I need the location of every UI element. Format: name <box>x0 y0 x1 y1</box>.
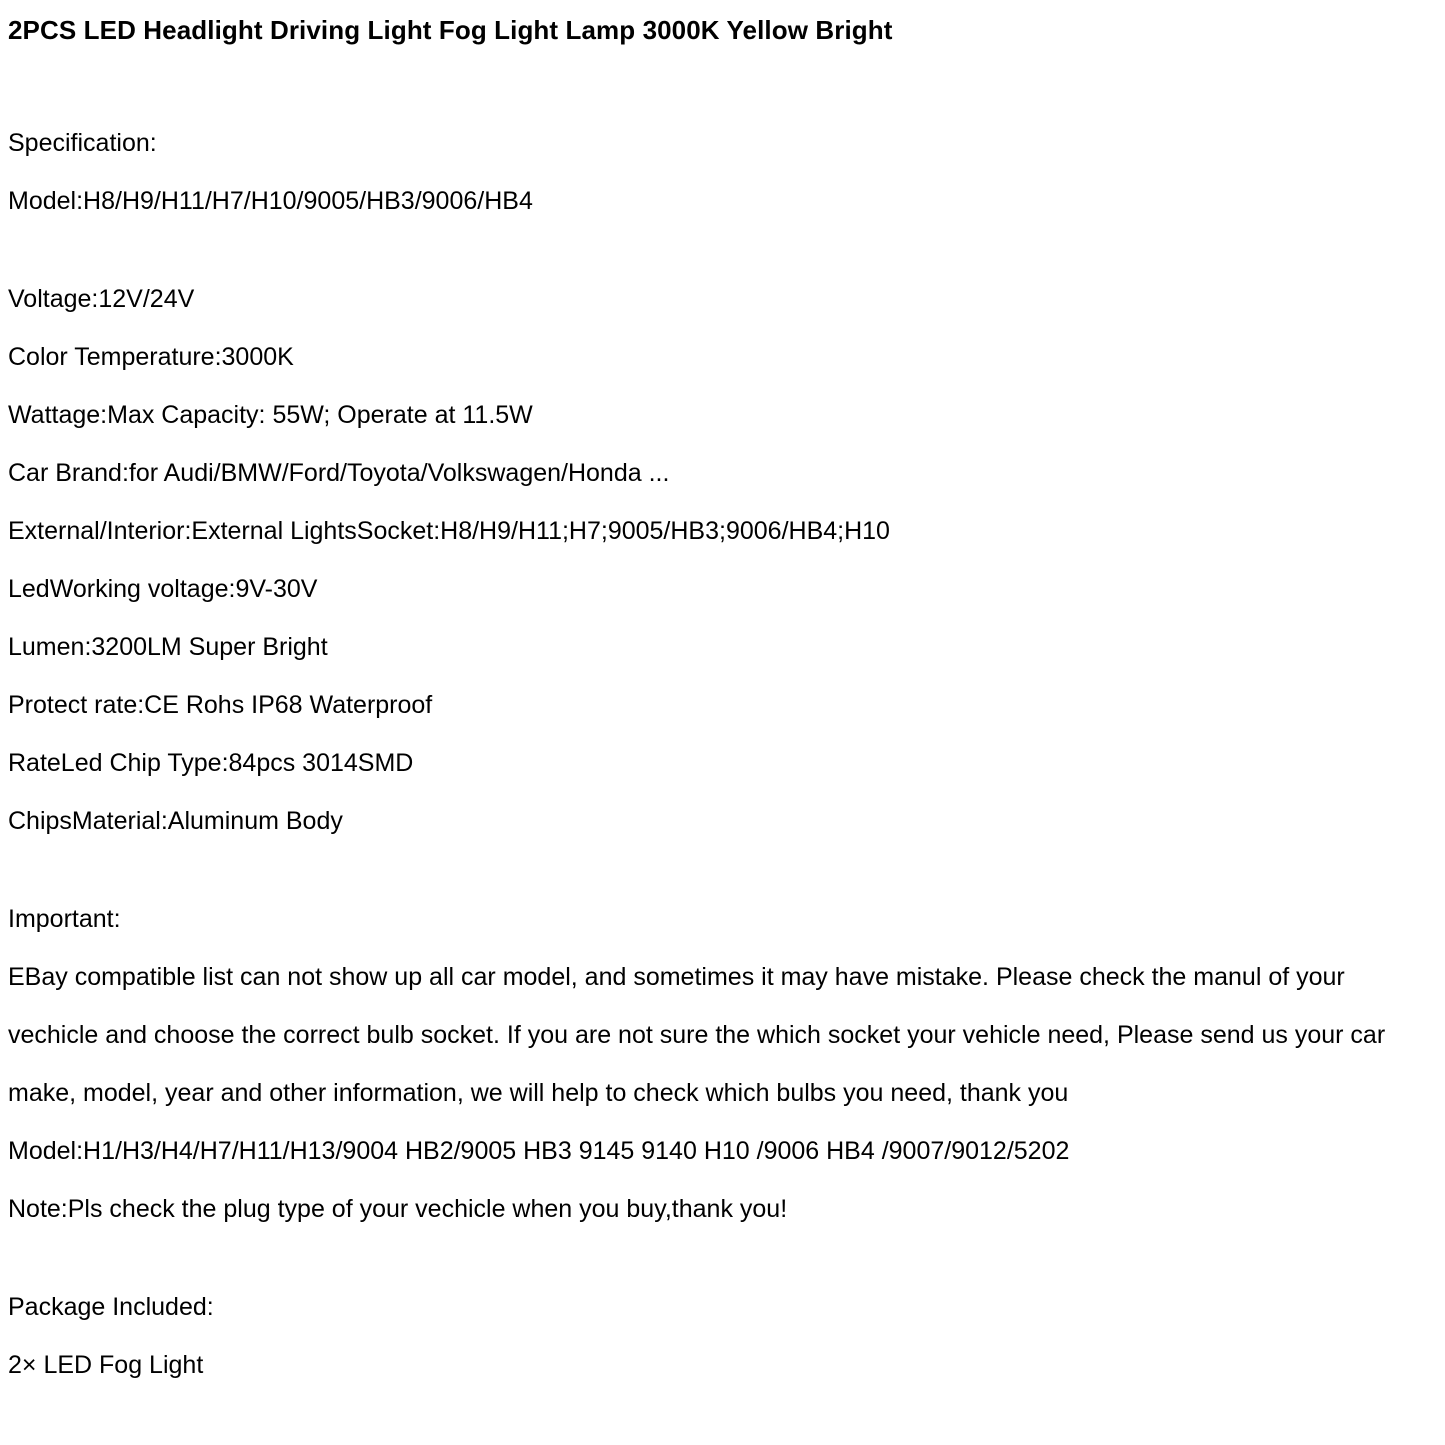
spec-attribute-wattage: Wattage:Max Capacity: 55W; Operate at 11.5W <box>8 400 533 429</box>
title-spacer <box>8 50 1437 114</box>
spec-attribute-lumen: Lumen:3200LM Super Bright <box>8 632 328 661</box>
important-spacer <box>8 850 1437 890</box>
package-heading: Package Included: <box>8 1292 214 1321</box>
package-section <box>8 1278 1437 1394</box>
spec-attribute-working-voltage: LedWorking voltage:9V-30V <box>8 574 318 603</box>
spec-attribute-voltage: Voltage:12V/24V <box>8 284 195 313</box>
important-paragraph: EBay compatible list can not show up all car model, and sometimes it may have mistake. Please check the manul of your vechicle and choose the correct bulb socket. If you are not sure the which socket your vehicle need, Please send us your car make, model, year and other information, we will help to check which bulbs you need, thank you <box>8 962 1386 1107</box>
specification-spacer <box>8 230 1437 270</box>
spec-attribute-material: ChipsMaterial:Aluminum Body <box>8 806 343 835</box>
important-note: Note:Pls check the plug type of your vechicle when you buy,thank you! <box>8 1194 788 1223</box>
specification-section <box>8 114 1437 850</box>
specification-model-line: Model:H8/H9/H11/H7/H10/9005/HB3/9006/HB4 <box>8 186 533 215</box>
spec-attribute-protect-rate: Protect rate:CE Rohs IP68 Waterproof <box>8 690 433 719</box>
page-title: 2PCS LED Headlight Driving Light Fog Light Lamp 3000K Yellow Bright <box>8 15 893 45</box>
specification-heading: Specification: <box>8 128 157 157</box>
important-model-line: Model:H1/H3/H4/H7/H11/H13/9004 HB2/9005 HB3 9145 9140 H10 /9006 HB4 /9007/9012/5202 <box>8 1136 1070 1165</box>
important-heading: Important: <box>8 904 121 933</box>
important-section <box>8 890 1437 1238</box>
spec-attribute-car-brand: Car Brand:for Audi/BMW/Ford/Toyota/Volkswagen/Honda ... <box>8 458 670 487</box>
package-item: 2× LED Fog Light <box>8 1350 204 1379</box>
spec-attribute-external-interior: External/Interior:External LightsSocket:H8/H9/H11;H7;9005/HB3;9006/HB4;H10 <box>8 516 890 545</box>
spec-attribute-color-temperature: Color Temperature:3000K <box>8 342 294 371</box>
spec-attribute-chip-type: RateLed Chip Type:84pcs 3014SMD <box>8 748 414 777</box>
package-spacer <box>8 1238 1437 1278</box>
